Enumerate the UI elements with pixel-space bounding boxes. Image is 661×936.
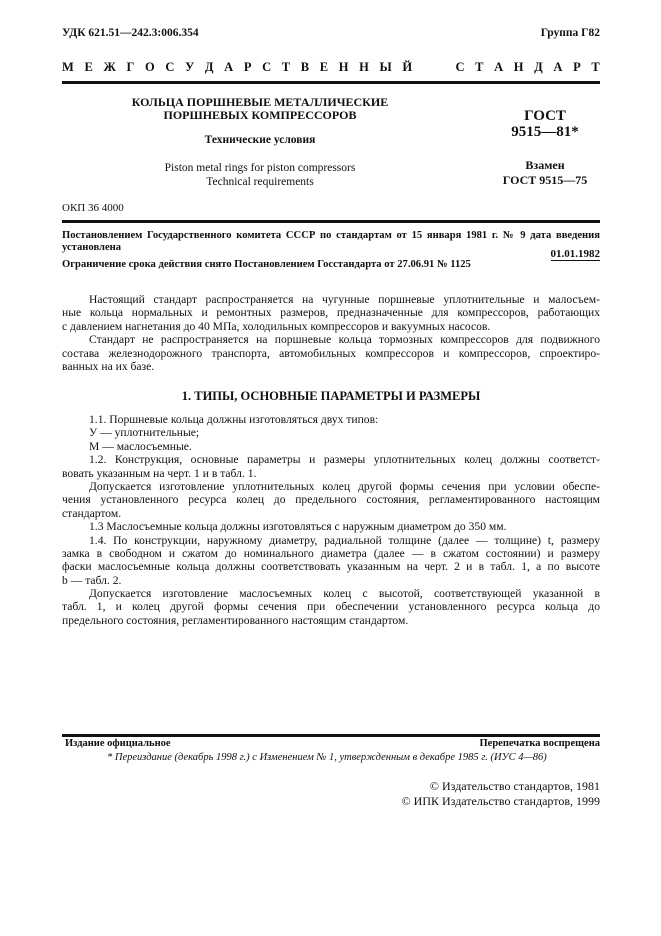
section-paragraph [62,413,600,426]
gost-label: ГОСТ [524,108,566,124]
text-line: Стандарт не распространяется на поршневые кольца тормозных компрессоров для подвижного [89,333,600,347]
banner-letter: Д [204,60,214,74]
decree-line-1: Постановлением Государственного комитета СССР по стандартам от 15 января 1981 г. № 9 дата введения [62,230,600,241]
banner-letter: Й [402,60,413,74]
intro-paragraph [62,293,600,333]
udk-code: УДК 621.51—242.3:006.354 [62,27,199,39]
section-paragraph [62,453,600,480]
text-line: вовать указанным на черт. 1 и в табл. 1. [62,466,257,480]
reprint-label: Перепечатка воспрещена [479,738,600,749]
text-line: Допускается изготовление маслосъемных колец с высотой, соответствующей указанной в [89,587,600,601]
section-paragraph [62,440,600,453]
gost-code: 9515—81* [511,124,579,140]
banner-letter: Н [338,60,349,74]
copyright-2: © ИПК Издательство стандартов, 1999 [401,793,600,808]
text-line: У — уплотнительные; [89,426,200,440]
section-text [62,413,600,627]
replaces-block [470,158,620,188]
footer-rule [62,734,600,737]
banner-letter: С [455,60,465,74]
banner-letter: Д [534,60,543,74]
gost-number [470,108,620,140]
document-subtitle: Технические условия [204,134,316,146]
text-line: 1.4. По конструкции, наружному диаметру, радиальной толщине (далее — толщине) t, размеру [89,533,600,547]
intro-paragraph [62,333,600,373]
banner-letter: Т [591,60,600,74]
text-line: Настоящий стандарт распространяется на чугунные поршневые уплотнительные и малосъем- [89,293,600,306]
banner-letter: Т [281,60,291,74]
group-code: Группа Г82 [540,27,600,39]
document-title [110,96,410,121]
text-line: фаски маслосъемные кольца должны соответствовать указанным на черт. 2 и в табл. 1, а по высоте [62,560,600,574]
title-line-1: КОЛЬЦА ПОРШНЕВЫЕ МЕТАЛЛИЧЕСКИЕ [131,95,389,109]
copyright-1: © Издательство стандартов, 1981 [429,779,600,793]
replaces-label: Взамен [525,158,565,172]
banner-letter: Р [573,60,581,74]
banner-letter: М [62,60,74,74]
edition-label: Издание официальное [65,738,171,749]
title-line-2: ПОРШНЕВЫХ КОМПРЕССОРОВ [163,107,357,122]
section-paragraph [62,426,600,439]
banner-letter: Ж [103,60,116,74]
section-paragraph [62,534,600,588]
banner-letter: А [224,60,234,74]
text-line: замка в свободном и сжатом до номинального диаметра (далее — в сжатом состоянии) и размеру [62,546,600,560]
text-line: 1.2. Конструкция, основные параметры и размеры уплотнительных колец должны соответст- [89,453,600,467]
section-paragraph [62,520,600,533]
banner-letter: Г [126,60,135,74]
text-line: 1.1. Поршневые кольца должны изготовляться двух типов: [89,413,379,426]
banner-letter: С [165,60,175,74]
english-title-line-2: Technical requirements [206,176,314,188]
decree-line-2: установлена [62,241,122,253]
banner-letter: А [494,60,504,74]
text-line: состава железнодорожного транспорта, автомобильных компрессоров и компрессоров, спроектиро- [62,346,600,360]
copyright [402,779,600,808]
banner-letter: Е [319,60,329,74]
section-paragraph [62,587,600,627]
banner-letter: С [262,60,272,74]
reissue-note: * Переиздание (декабрь 1998 г.) с Изменением № 1, утвержденным в декабре 1985 г. (ИУС 4—86) [107,752,547,763]
banner-letter: Н [359,60,369,74]
banner-letter: Е [84,60,93,74]
text-line: Допускается изготовление уплотнительных колец другой формы сечения при условии обеспе- [89,479,600,493]
text-line: ванных на их базе. [62,359,155,373]
text-line: чения установленного ресурса колец до предельного состояния, регламентированного настоящим [62,493,600,507]
limit-note: Ограничение срока действия снято Постановлением Госстандарта от 27.06.91 № 1125 [62,259,471,270]
section-paragraph [62,480,600,520]
top-rule [62,81,600,84]
text-line: ные кольца нормальных и ремонтных размеров, предназначенные для компрессоров, работающих [62,306,600,320]
banner-letter: О [145,60,155,74]
text-line: предельного состояния, регламентированного настоящим стандартом. [62,613,409,627]
text-line: М — маслосъемные. [89,439,192,453]
banner-letter: Ы [379,60,392,74]
banner-letter: Р [243,60,252,74]
decree [62,230,600,253]
english-title-line-1: Piston metal rings for piston compressors [164,162,356,174]
text-line: 1.3 Маслосъемные кольца должны изготовляться с наружным диаметром до 350 мм. [89,520,507,534]
section-heading: 1. ТИПЫ, ОСНОВНЫЕ ПАРАМЕТРЫ И РАЗМЕРЫ [181,389,481,403]
effective-date: 01.01.1982 [550,248,600,260]
banner-letter: Т [475,60,484,74]
standard-banner [62,60,600,75]
replaces-code: ГОСТ 9515—75 [502,173,588,187]
banner-gap [423,60,445,75]
text-line: b — табл. 2. [62,573,122,587]
banner-letter: У [185,60,195,74]
banner-letter: А [553,60,563,74]
banner-letter: В [300,60,310,74]
text-line: стандартом. [62,506,122,520]
text-line: табл. 1, и колец другой формы сечения при обеспечении установленного ресурса кольца до [62,600,600,614]
banner-letter: Н [513,60,524,74]
english-title [110,161,410,189]
intro-text [62,293,600,373]
middle-rule [62,220,600,223]
text-line: с давлением нагнетания до 40 МПа, холодильных компрессоров и вакуумных насосов. [62,319,491,333]
okp-code: ОКП 36 4000 [62,202,124,214]
